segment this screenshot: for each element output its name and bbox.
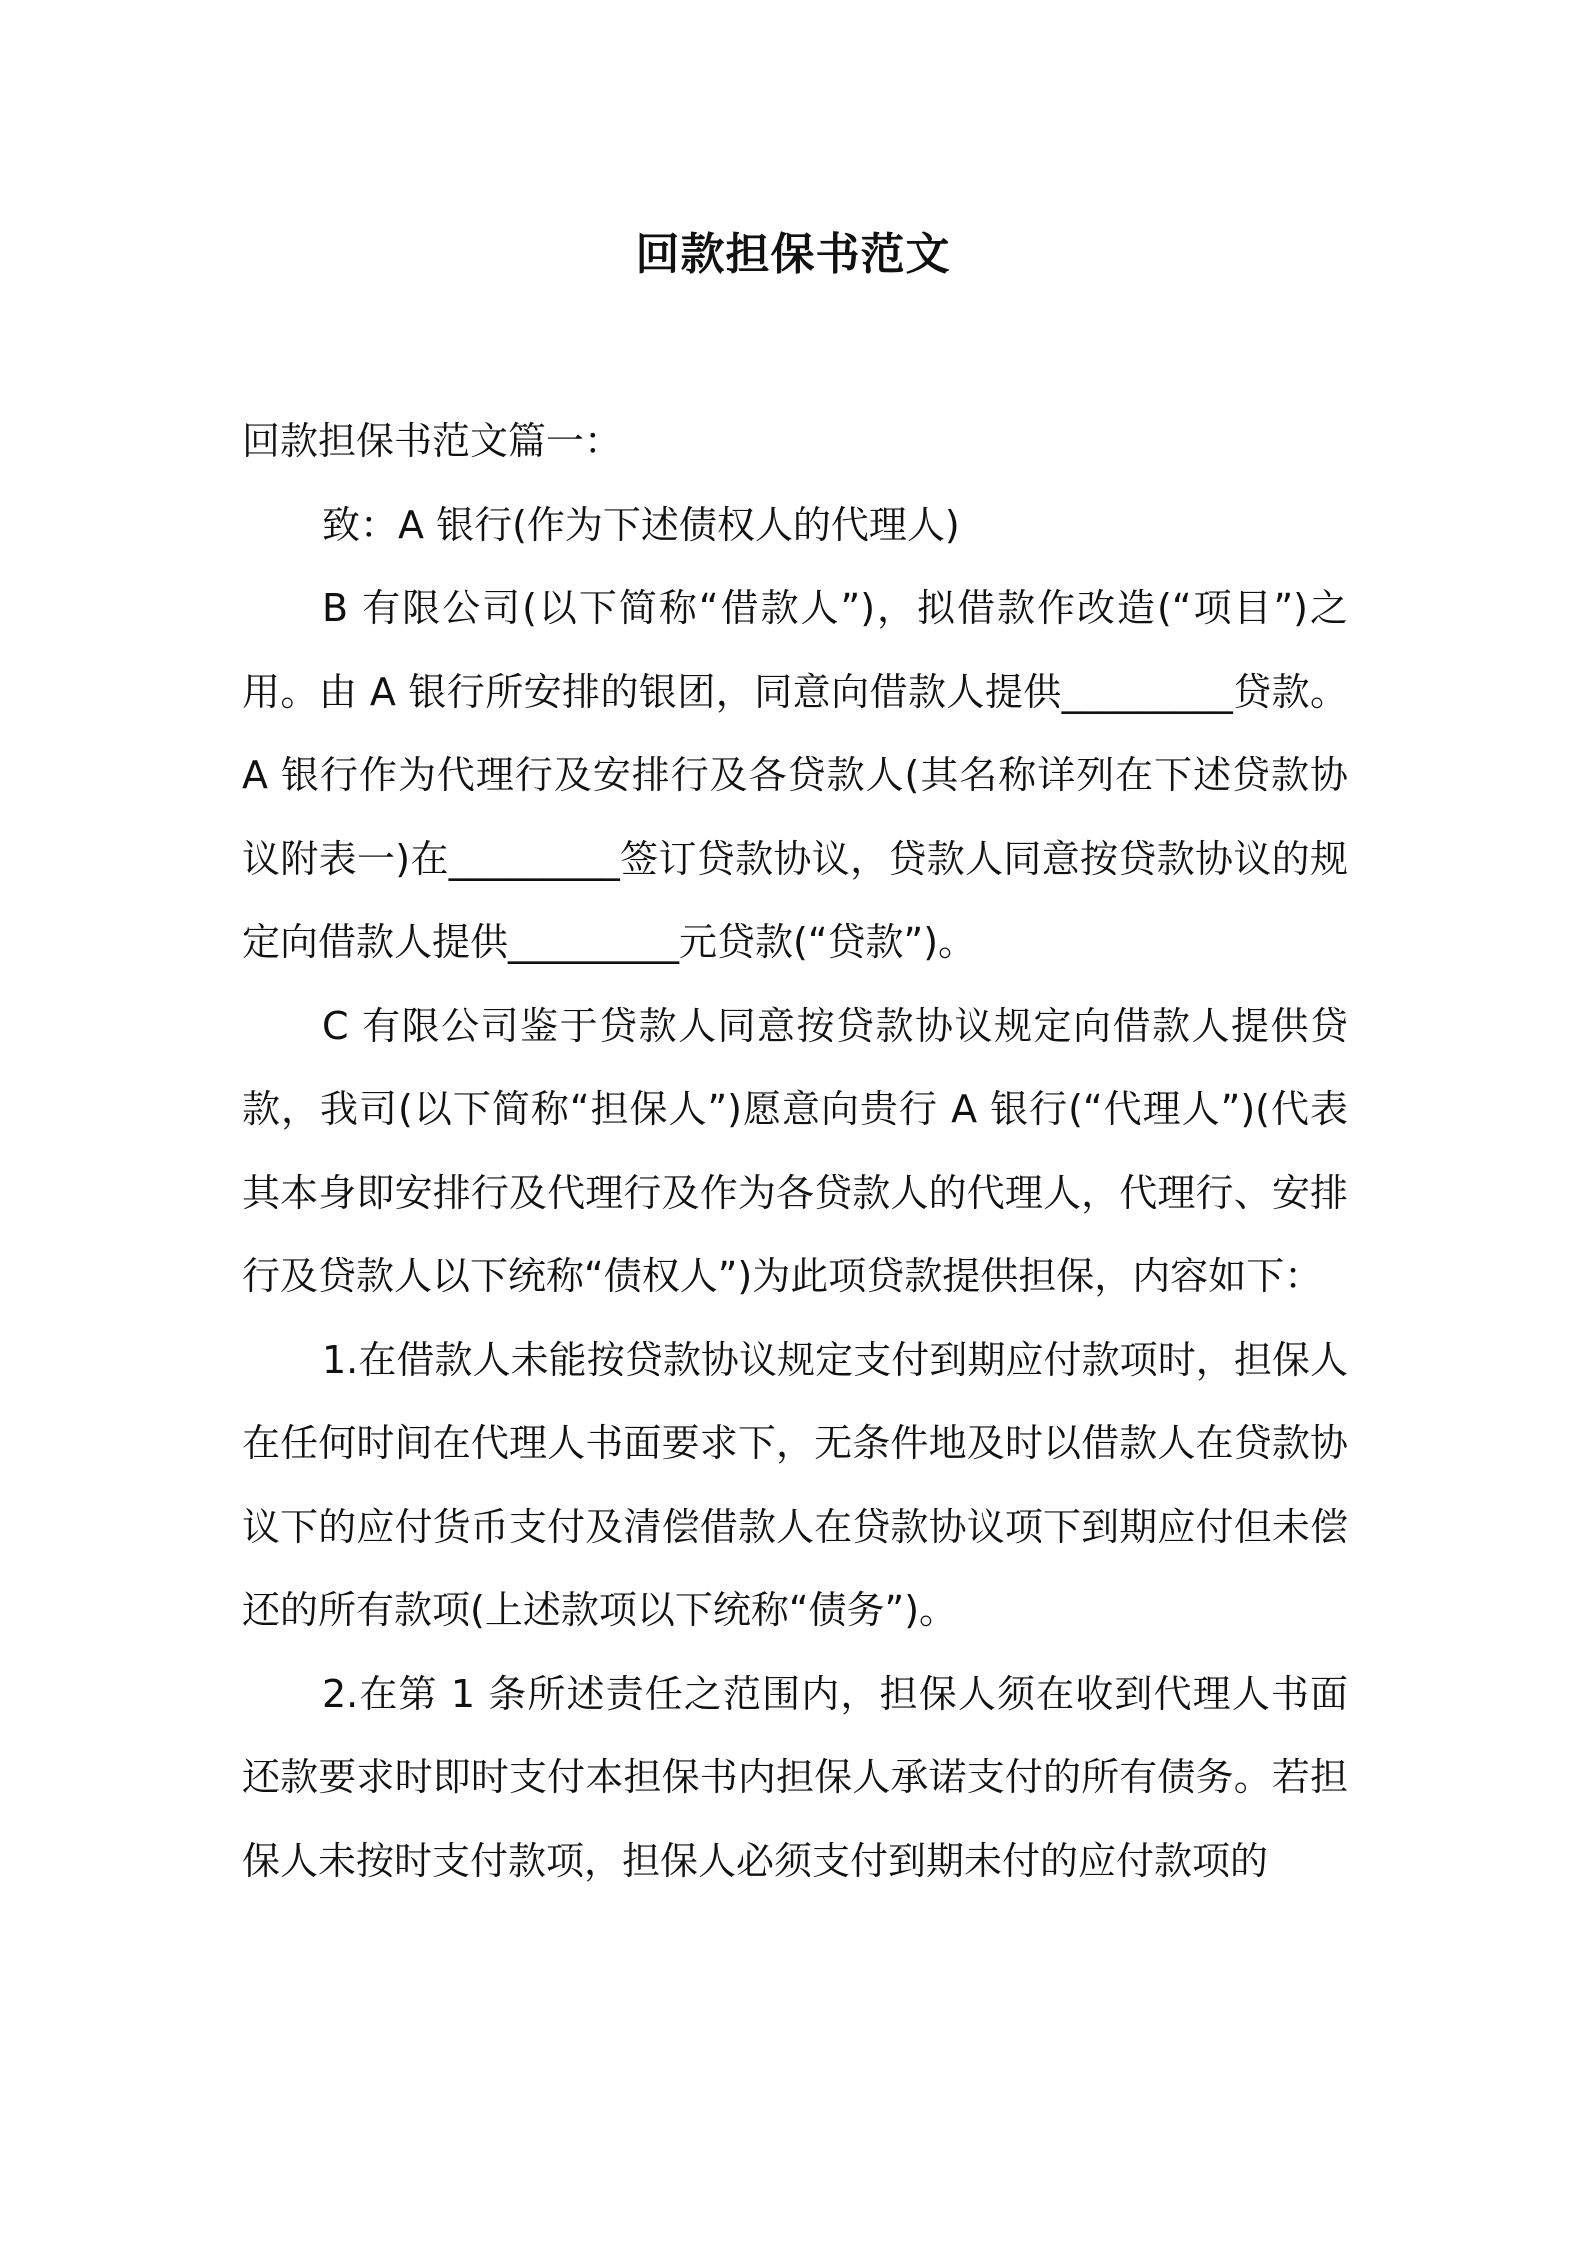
addressee-paragraph: 致：A 银行(作为下述债权人的代理人) — [322, 502, 960, 547]
borrower-paragraph: B 有限公司(以下简称“借款人”)，拟借款作改造(“项目”)之用。由 A 银行所安排的银团，同意向借款人提供_________贷款。A 银行作为代理行及安排行及各贷款人(其名称详列在下述贷款协议附表一)在_________签订贷款协议，贷款人同意按贷款协议的规定向借款人提供_________元贷款(“贷款”)。 — [242, 586, 1348, 964]
clause-1-paragraph: 1.在借款人未能按贷款协议规定支付到期应付款项时，担保人在任何时间在代理人书面要求下，无条件地及时以借款人在贷款协议下的应付货币支付及清偿借款人在贷款协议项下到期应付但未偿还的所有款项(上述款项以下统称“债务”)。 — [242, 1337, 1348, 1632]
clause-2-paragraph: 2.在第 1 条所述责任之范围内，担保人须在收到代理人书面还款要求时即时支付本担保书内担保人承诺支付的所有债务。若担保人未按时支付款项，担保人必须支付到期未付的应付款项的 — [242, 1671, 1348, 1883]
document-title: 回款担保书范文 — [635, 229, 951, 280]
guarantor-paragraph: C 有限公司鉴于贷款人同意按贷款协议规定向借款人提供贷款，我司(以下简称“担保人”)愿意向贵行 A 银行(“代理人”)(代表其本身即安排行及代理行及作为各贷款人的代理人，代理行、安排行及贷款人以下统称“债权人”)为此项贷款提供担保，内容如下： — [242, 1003, 1348, 1298]
document-body — [242, 400, 1348, 1903]
section-heading: 回款担保书范文篇一： — [242, 419, 623, 463]
